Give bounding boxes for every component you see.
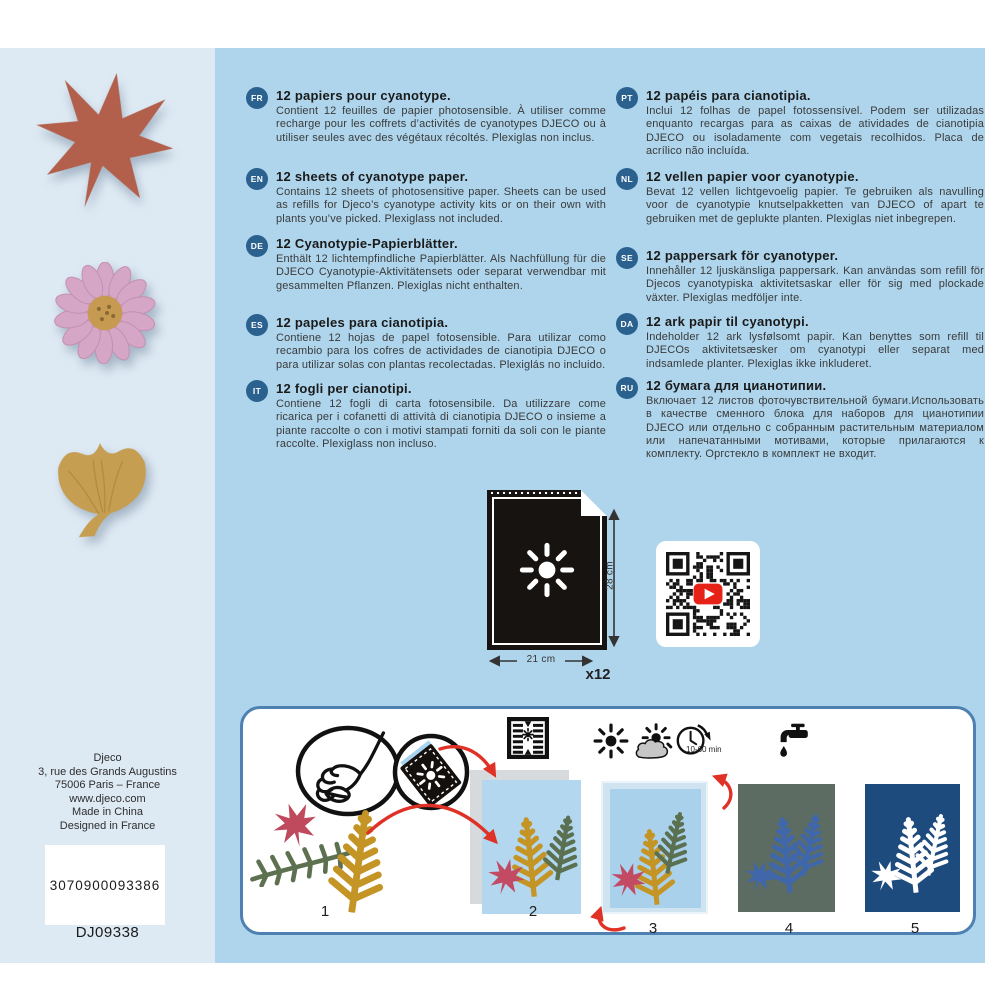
lang-title: 12 pappersark för cyanotyper. [646, 248, 839, 263]
workflow-arrows [243, 709, 979, 938]
lang-title: 12 fogli per cianotipi. [276, 381, 412, 396]
step-number-4: 4 [784, 920, 794, 937]
lang-section-en [246, 169, 608, 226]
address-line: 3, rue des Grands Augustins [38, 765, 177, 778]
made-in-line: Made in China [72, 806, 143, 818]
lang-section-de [246, 236, 608, 293]
sheet-height-label: 28 cm [604, 561, 616, 590]
lang-body: Enthält 12 lichtempfindliche Papierblätter. Als Nachfüllung für die DJECO Cyanotypie-Aktivitätensets oder separat verwendbar mit gesammelten Pflanzen. Plexiglas nicht enthalten. [276, 253, 606, 292]
step-number-1: 1 [320, 903, 330, 920]
lang-title: 12 бумага для цианотипии. [646, 378, 827, 393]
lang-section-nl [616, 169, 986, 226]
qr-pattern [666, 552, 750, 636]
lang-badge-nl: NL [616, 168, 638, 190]
instructions-panel [240, 706, 976, 935]
pressed-daisy-flower-image [54, 262, 156, 364]
lang-title: 12 papéis para cianotipia. [646, 88, 811, 103]
lang-section-es [246, 315, 608, 372]
qr-code [656, 541, 760, 647]
lang-badge-se: SE [616, 247, 638, 269]
lang-badge-en: EN [246, 168, 268, 190]
sheet-width-label: 21 cm [517, 654, 565, 665]
lang-badge-pt: PT [616, 87, 638, 109]
lang-title: 12 papeles para cianotipia. [276, 315, 449, 330]
sheet-quantity-label: x12 [585, 666, 611, 683]
address-line: 75006 Paris – France [54, 779, 161, 791]
lang-body: Indeholder 12 ark lysfølsomt papir. Kan benyttes som refill til DJECOs aktivitetsæsker om cyanotypi eller separat med indsamlede planter. Plexiglas ikke inkluderet. [646, 331, 984, 370]
website: www.djeco.com [69, 792, 146, 805]
lang-body: Contient 12 feuilles de papier photosensible. À utiliser comme recharge pour les coffrets d’activités de cyanotypes DJECO ou à utiliser seules avec des végétaux récoltés. Plexiglas non inclus. [276, 105, 606, 144]
lang-body: Contiene 12 hojas de papel fotosensible. Para utilizar como recambio para los cofres de actividades de cianotipia DJECO o para utilizar solas con plantas recolectadas. Plexiglás no incluido. [276, 332, 606, 371]
lang-title: 12 sheets of cyanotype paper. [276, 169, 469, 184]
lang-badge-da: DA [616, 313, 638, 335]
manufacturer-address [0, 752, 215, 833]
lang-body: Bevat 12 vellen lichtgevoelig papier. Te gebruiken als navulling voor de cyanotypie knutselpakketten van DJECO of apart te gebruiken met de geplukte planten. Plexiglas niet inbegrepen. [646, 186, 984, 225]
step-number-3: 3 [648, 920, 658, 937]
lang-body: Inclui 12 folhas de papel fotossensível. Podem ser utilizadas enquanto recargas para as caixas de atividades de cianotipia DJECO ou isoladamente com vegetais recolhidos. Placa de acrílico não incluída. [646, 105, 984, 157]
lang-section-ru [616, 378, 986, 461]
lang-body: Включает 12 листов фоточувствительной бумаги.Использовать в качестве сменного блока для наборов для цианотипии DJECO или отдельно с собранным растительным материалом или напечатанными мотивами, которые прилагаются к комплекту. Оргстекло в комплект не входит. [646, 395, 984, 461]
lang-title: 12 papiers pour cyanotype. [276, 88, 451, 103]
lang-badge-it: IT [246, 380, 268, 402]
barcode-number: 3070900093386 [49, 877, 161, 893]
designed-in-line: Designed in France [59, 819, 156, 832]
lang-badge-fr: FR [246, 87, 268, 109]
lang-section-pt [616, 88, 986, 158]
lang-badge-de: DE [246, 235, 268, 257]
lang-body: Contiene 12 fogli di carta fotosensibile. Da utilizzare come ricarica per i cofanetti di attività di cianotipia DJECO o insieme a piante raccolte o con i motivi stampati forniti da soli con le piante raccolte. Plexiglass non incluso. [276, 398, 606, 450]
product-reference: DJ09338 [75, 924, 140, 941]
lang-section-se [616, 248, 986, 305]
lang-body: Innehåller 12 ljuskänsliga pappersark. Kan användas som refill för Djecos cyanotypiska aktivitetsaskar eller för sig med plockade växter. Plexiglas medföljer inte. [646, 265, 984, 304]
lang-title: 12 ark papir til cyanotypi. [646, 314, 809, 329]
lang-badge-es: ES [246, 314, 268, 336]
lang-title: 12 vellen papier voor cyanotypie. [646, 169, 859, 184]
barcode-panel [45, 845, 165, 925]
lang-body: Contains 12 sheets of photosensitive paper. Sheets can be used as refills for Djeco’s cyanotype activity kits or on their own with plants you’ve picked. Plexiglass not included. [276, 186, 606, 225]
lang-section-it [246, 381, 608, 451]
lang-section-da [616, 314, 986, 371]
lang-badge-ru: RU [616, 377, 638, 399]
exposure-time-label: 10-60 min [686, 745, 722, 754]
step-number-2: 2 [528, 903, 538, 920]
pressed-ginkgo-leaf-image [43, 434, 168, 542]
brand-name: Djeco [93, 752, 122, 764]
step-number-5: 5 [910, 920, 920, 937]
lang-title: 12 Cyanotypie-Papierblätter. [276, 236, 458, 251]
lang-section-fr [246, 88, 608, 145]
